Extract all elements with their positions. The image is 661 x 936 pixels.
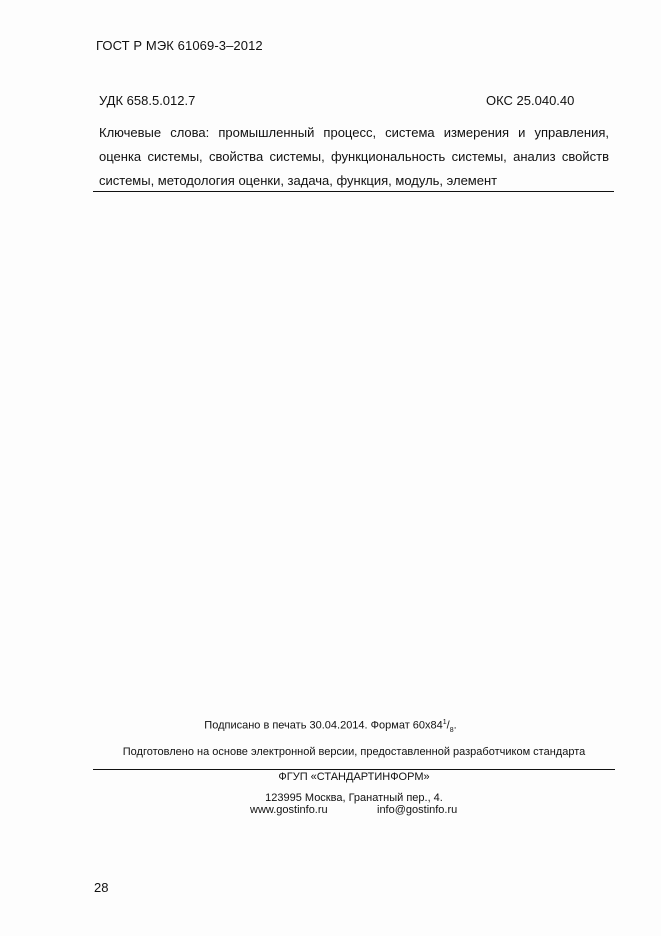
divider-top	[93, 191, 614, 192]
udk-code: УДК 658.5.012.7	[99, 93, 196, 108]
format-denominator: 8	[449, 726, 454, 734]
signed-suffix: .	[453, 719, 457, 732]
format-numerator: 1	[442, 719, 447, 726]
website-link[interactable]: www.gostinfo.ru	[250, 804, 328, 816]
publisher-address: 123995 Москва, Гранатный пер., 4.	[265, 792, 443, 804]
publisher-name: ФГУП «СТАНДАРТИНФОРМ»	[278, 771, 430, 783]
oks-code: ОКС 25.040.40	[486, 93, 575, 108]
signed-prefix: Подписано в печать 30.04.2014. Формат 60x84	[204, 719, 443, 732]
email-link[interactable]: info@gostinfo.ru	[377, 804, 458, 816]
document-header: ГОСТ Р МЭК 61069-3–2012	[96, 38, 263, 53]
prepared-note: Подготовлено на основе электронной версии, предоставленной разработчиком стандарта	[122, 746, 586, 758]
page-number: 28	[94, 880, 109, 895]
keywords-paragraph: Ключевые слова: промышленный процесс, система измерения и управления, оценка системы, свойства системы, функциональность системы, анализ свойств системы, методология оценки, задача, функция, модуль, элемент	[99, 125, 609, 188]
signed-for-print: Подписано в печать 30.04.2014. Формат $60x84^1/_8$.	[204, 719, 457, 734]
divider-bottom	[93, 769, 615, 770]
